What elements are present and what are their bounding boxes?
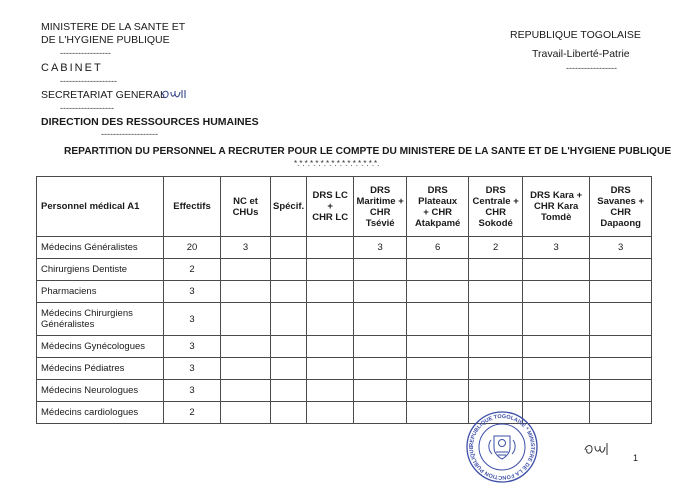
column-header-line: Dapaong bbox=[600, 217, 641, 229]
table-cell bbox=[469, 336, 523, 358]
table-cell bbox=[407, 303, 469, 336]
table-cell: 3 bbox=[164, 358, 221, 380]
table-cell bbox=[523, 281, 590, 303]
table-cell bbox=[354, 281, 407, 303]
table-cell bbox=[469, 380, 523, 402]
table-cell bbox=[307, 358, 354, 380]
table-cell bbox=[590, 358, 652, 380]
direction-label: DIRECTION DES RESSOURCES HUMAINES bbox=[41, 116, 259, 128]
table-cell bbox=[354, 402, 407, 424]
table-cell bbox=[221, 259, 271, 281]
personnel-table bbox=[36, 176, 652, 424]
row-label-line: Médecins cardiologues bbox=[41, 407, 139, 418]
column-header bbox=[407, 177, 469, 237]
document-title: REPARTITION DU PERSONNEL A RECRUTER POUR LE COMPTE DU MINISTERE DE LA SANTE ET DE L'HYGIENE PUBLIQUE bbox=[64, 146, 672, 157]
table-cell: 2 bbox=[164, 402, 221, 424]
table-row bbox=[37, 259, 652, 281]
column-header-line: DRS Kara + bbox=[530, 190, 583, 201]
table-cell: 6 bbox=[407, 237, 469, 259]
row-label-line: Médecins Neurologues bbox=[41, 385, 139, 396]
column-header-line: Centrale + bbox=[472, 195, 519, 207]
table-cell: 3 bbox=[164, 380, 221, 402]
table-row bbox=[37, 281, 652, 303]
table-cell bbox=[523, 303, 590, 336]
table-cell: 2 bbox=[164, 259, 221, 281]
table-cell bbox=[271, 402, 307, 424]
table-cell bbox=[523, 358, 590, 380]
table-cell: 3 bbox=[164, 336, 221, 358]
table-cell: 3 bbox=[221, 237, 271, 259]
table-cell bbox=[221, 281, 271, 303]
row-label bbox=[37, 281, 164, 303]
table-cell bbox=[590, 303, 652, 336]
column-header-line: DRS bbox=[485, 184, 506, 196]
table-cell: 2 bbox=[469, 237, 523, 259]
column-header-line: Atakpamé bbox=[414, 217, 461, 229]
table-cell bbox=[307, 281, 354, 303]
table-cell bbox=[307, 336, 354, 358]
separator: ------------------ bbox=[60, 103, 114, 113]
table-cell bbox=[221, 402, 271, 424]
table-cell bbox=[354, 303, 407, 336]
table-body bbox=[37, 237, 652, 424]
column-header-line: CHUs bbox=[232, 206, 259, 218]
row-label-line: Généralistes bbox=[41, 319, 95, 330]
table-cell bbox=[271, 237, 307, 259]
table-cell bbox=[354, 336, 407, 358]
table-cell bbox=[590, 281, 652, 303]
initials-signature bbox=[160, 86, 190, 102]
official-stamp bbox=[464, 410, 540, 484]
column-header-line: Tsévié bbox=[365, 217, 395, 229]
column-header bbox=[37, 177, 164, 237]
table-cell bbox=[590, 380, 652, 402]
row-label-line: Pharmaciens bbox=[41, 286, 97, 297]
title-dots: *.*.*.*.*.*.*.*.*.*.*.*.*.*.*.*. bbox=[294, 159, 380, 168]
column-header bbox=[469, 177, 523, 237]
row-label bbox=[37, 402, 164, 424]
table-cell bbox=[271, 259, 307, 281]
secretariat-label: SECRETARIAT GENERAL bbox=[41, 89, 166, 101]
column-header-line: DRS Plateaux bbox=[418, 184, 458, 207]
column-header bbox=[221, 177, 271, 237]
table-cell bbox=[523, 259, 590, 281]
ministry-line-1: MINISTERE DE LA SANTE ET bbox=[41, 21, 186, 33]
table-cell bbox=[407, 358, 469, 380]
table-cell bbox=[307, 259, 354, 281]
table-cell bbox=[469, 358, 523, 380]
column-header-line: DRS LC + bbox=[312, 190, 348, 212]
table-cell bbox=[271, 303, 307, 336]
table-cell: 3 bbox=[354, 237, 407, 259]
row-label-line: Médecins Généralistes bbox=[41, 242, 138, 253]
table-cell: 3 bbox=[164, 281, 221, 303]
table-cell bbox=[354, 358, 407, 380]
column-header-line: DRS bbox=[610, 184, 631, 196]
table-cell bbox=[590, 402, 652, 424]
table-cell: 3 bbox=[590, 237, 652, 259]
table-cell bbox=[523, 380, 590, 402]
table-cell bbox=[307, 303, 354, 336]
column-header bbox=[354, 177, 407, 237]
page-number: 1 bbox=[633, 453, 639, 463]
column-header-line: Sokodé bbox=[478, 217, 513, 229]
column-header bbox=[164, 177, 221, 237]
stamp-ring-text: REPUBLIQUE TOGOLAISE * MINISTERE DE LA FONCTION PUBLIQUE bbox=[468, 413, 536, 481]
column-header bbox=[307, 177, 354, 237]
table-cell bbox=[590, 336, 652, 358]
column-header-line: NC et bbox=[233, 195, 258, 207]
row-label-line: Médecins Gynécologues bbox=[41, 341, 146, 352]
column-header-line: Effectifs bbox=[173, 201, 211, 212]
table-cell bbox=[271, 358, 307, 380]
table-cell bbox=[407, 380, 469, 402]
table-row bbox=[37, 402, 652, 424]
separator: ------------------- bbox=[60, 76, 117, 86]
table-header-row bbox=[37, 177, 652, 237]
separator: ----------------- bbox=[566, 63, 617, 73]
table-cell bbox=[469, 259, 523, 281]
column-header bbox=[523, 177, 590, 237]
table-cell bbox=[354, 380, 407, 402]
row-label bbox=[37, 237, 164, 259]
separator: ------------------- bbox=[101, 129, 158, 139]
national-motto: Travail-Liberté-Patrie bbox=[532, 48, 630, 60]
table-row bbox=[37, 336, 652, 358]
table-row bbox=[37, 358, 652, 380]
table-row bbox=[37, 303, 652, 336]
column-header-line: DRS bbox=[370, 184, 391, 196]
column-header bbox=[271, 177, 307, 237]
table-cell bbox=[221, 336, 271, 358]
table-cell bbox=[469, 303, 523, 336]
table-cell bbox=[469, 281, 523, 303]
separator: ----------------- bbox=[60, 48, 111, 58]
row-label-line: Médecins Pédiatres bbox=[41, 363, 125, 374]
row-label-line: Médecins Chirurgiens bbox=[41, 308, 133, 319]
row-label bbox=[37, 358, 164, 380]
table-cell bbox=[407, 336, 469, 358]
country-name: REPUBLIQUE TOGOLAISE bbox=[510, 29, 641, 41]
table-cell bbox=[523, 336, 590, 358]
table-cell bbox=[407, 402, 469, 424]
table-cell bbox=[307, 380, 354, 402]
table-row bbox=[37, 380, 652, 402]
table-cell bbox=[221, 303, 271, 336]
cabinet-label: CABINET bbox=[41, 62, 103, 74]
column-header-line: Tomdè bbox=[540, 212, 572, 223]
column-header-line: CHR Kara bbox=[533, 201, 579, 212]
ministry-line-2: DE L'HYGIENE PUBLIQUE bbox=[41, 34, 170, 46]
table-cell bbox=[407, 281, 469, 303]
column-header-line: Spécif. bbox=[273, 201, 305, 212]
table-cell bbox=[590, 259, 652, 281]
ministry-name bbox=[41, 21, 185, 47]
table-cell: 3 bbox=[164, 303, 221, 336]
table-cell bbox=[354, 259, 407, 281]
column-header-line: CHR bbox=[485, 206, 506, 218]
row-label bbox=[37, 380, 164, 402]
row-label-line: Chirurgiens Dentiste bbox=[41, 264, 128, 275]
table-cell bbox=[307, 402, 354, 424]
table-cell bbox=[407, 259, 469, 281]
row-label bbox=[37, 303, 164, 336]
table-cell bbox=[271, 281, 307, 303]
table-row bbox=[37, 237, 652, 259]
column-header-line: CHR bbox=[369, 206, 391, 218]
table-cell bbox=[221, 358, 271, 380]
column-header-line: + CHR bbox=[423, 206, 453, 218]
column-header-line: Savanes + bbox=[597, 195, 645, 207]
column-header bbox=[590, 177, 652, 237]
table-cell bbox=[271, 380, 307, 402]
table-cell: 20 bbox=[164, 237, 221, 259]
row-label bbox=[37, 259, 164, 281]
column-header-line: Maritime + bbox=[356, 195, 404, 207]
column-header-line: CHR bbox=[610, 206, 631, 218]
row-label bbox=[37, 336, 164, 358]
table-cell bbox=[271, 336, 307, 358]
bottom-signature bbox=[582, 440, 614, 458]
table-cell bbox=[307, 237, 354, 259]
column-header-line: Personnel médical A1 bbox=[41, 201, 140, 212]
column-header-line: CHR LC bbox=[312, 212, 349, 223]
table-cell bbox=[221, 380, 271, 402]
table-cell: 3 bbox=[523, 237, 590, 259]
